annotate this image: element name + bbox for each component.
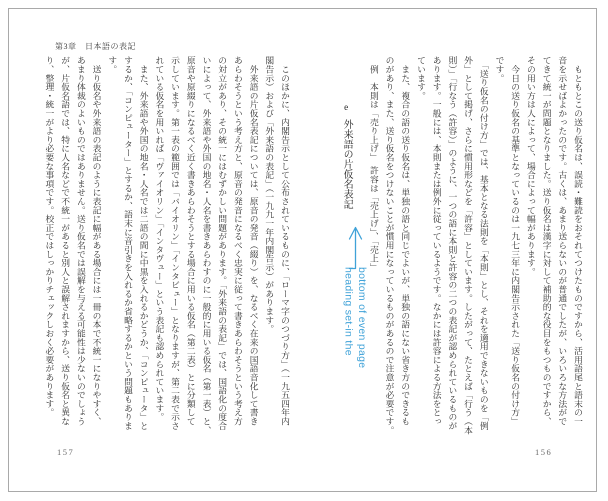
text-column: 例 本則は「売り上げ」 許容は「売上げ」、「売上」 — [368, 56, 379, 272]
text-column: 則）」「行なう（許容）」のように、一つの語に本則と許容の二つの表記が認められているものが — [447, 56, 458, 430]
annotation-line: bottom of even page — [356, 267, 368, 369]
text-column: のがあり、また、送り仮名をつけないことが慣用になっているものがあるので注意が必要です。 — [384, 56, 395, 435]
text-column: また、外来語や外国の地名・人名では二語の間に中黒を入れるかどうか、「コンピュータ」と — [138, 56, 149, 430]
page-156-body — [337, 56, 585, 448]
text-column: す。 — [107, 56, 118, 74]
page-156-columns — [365, 56, 585, 448]
text-column: あります。一般には、本則または例外に従っているようです。なかには許容による方法をとっ — [431, 56, 442, 426]
text-column: その用い方は人によって、場合によって幅があります。 — [525, 56, 536, 276]
text-column: 原音や原綴りになるべく近く書きあらわそうとする場合に用いる仮名（第二表）とに分類して — [185, 56, 196, 426]
text-column: このほかに、内閣告示として公布されているものに、「ローマ字のつづり方」（一九五四年内 — [280, 56, 290, 426]
text-column: 今日の送り仮名の基準となっているのは一九七三年に内閣告示された「送り仮名の付け方」 — [510, 56, 521, 426]
text-column: 示しています。第一表の範囲では「バイオリン」「インタビュー」となりますが、第二表で示さ — [170, 56, 181, 430]
text-column: の対立があり、その統一にはむずかしい問題があります。「外来語の表記」では、国語化の度合 — [217, 56, 228, 430]
running-head: 第3章 日本語の表記 — [55, 42, 136, 51]
page-157-columns — [41, 56, 292, 448]
text-column: するか、「コンピューター」とするか、語末に音引きを入れるか省略するかという問題もありま — [122, 56, 133, 430]
text-column: 外来語の片仮名表記については、原音の発音（綴り）を、なるべく在来の国語音化して書き — [248, 56, 259, 426]
text-column: あまり体裁のよいものではありません。送り仮名では誤解を与える可能性は少ないのでしょう — [75, 56, 86, 426]
text-column: 音を示せばよかったのです。古くは、あまり送らないのが普通でしたが、いろいろな方法がで — [557, 56, 568, 426]
text-column: が、片仮名語では、特に人名などで不統一があると別人と誤解されますから、送り仮名と異な — [60, 56, 71, 426]
text-column: ています。 — [415, 56, 426, 100]
text-column: 外」として掲げ、さらに慣用形などを「許容」としています。したがって、たとえば「行う（本 — [463, 56, 474, 435]
section-heading-label: e — [341, 102, 352, 112]
text-column: 送り仮名や外来語の表記のように表記に幅がある場合には一冊の本で不統一になりやすく、 — [91, 56, 102, 426]
page-number-157: 157 — [57, 447, 75, 457]
page-number-156: 156 — [535, 447, 553, 457]
text-column: また、複合の語の送り仮名は、単独の語と同じでよいが、単独の語にない省き方のできるも — [400, 56, 411, 426]
annotation-line: heading set-in the — [342, 267, 355, 356]
text-column: 閣告示）および「外来語の表記」（一九九一年内閣告示）があります。 — [264, 56, 275, 334]
text-column: てきて統一が問題となりました。送り仮名は漢字に対して補助的な役目をもつものですから、 — [541, 56, 552, 426]
text-column: れている仮名を用いれば「ヴァイオリン」「インタヴュー」という表記も認められています。 — [154, 56, 165, 422]
page-157-body — [40, 56, 292, 448]
text-column: あらわそうという考え方と、原音の発音になるべく忠実に従って書きあらわそうという考え方 — [232, 56, 243, 426]
up-arrow-icon — [348, 226, 363, 270]
text-column: り、整理・統一がより必要な事項です。校正ではしっかりチェックしおく必要があります。 — [44, 56, 55, 417]
text-column: いによって、外来語や外国の地名・人名を書きあらわすのに一般的に用いる仮名（第一表）と、 — [201, 56, 212, 435]
text-column: もともとこの送り仮名は、誤読・難読をおそれてつけたものですから、活用語尾と語末の一 — [573, 56, 583, 426]
section-heading-title: 外来語の片仮名表記 — [341, 119, 353, 209]
text-column: です。 — [494, 56, 505, 83]
text-column: 「送り仮名の付け方」では、基本となる法則を「本則」とし、それを適用できないものを「例 — [478, 56, 489, 430]
annotation-text — [341, 267, 368, 368]
